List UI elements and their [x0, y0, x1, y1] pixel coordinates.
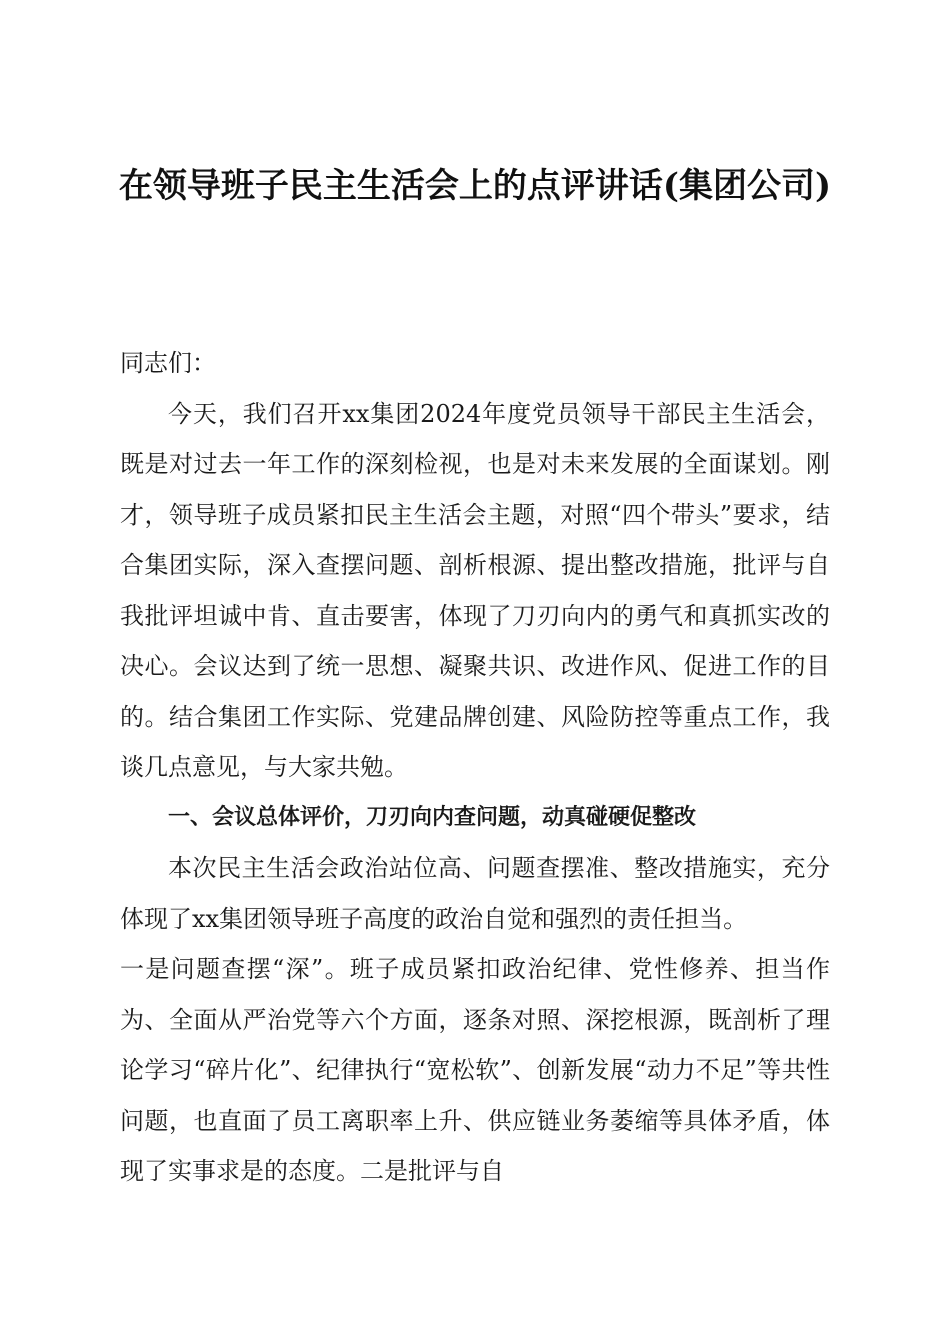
section-paragraph-continued: 一是问题查摆“深”。班子成员紧扣政治纪律、党性修养、担当作为、全面从严治党等六个方面，逐条对照、深挖根源，既剖析了理论学习“碎片化”、纪律执行“宽松软”、创新发展“动力不足”等共性问题，也直面了员工离职率上升、供应链业务萎缩等具体矛盾，体现了实事求是的态度。二是批评与自: [120, 955, 830, 1185]
document-body: [120, 338, 830, 1197]
salutation: 同志们：: [120, 349, 216, 377]
section-heading: 一、会议总体评价，刀刃向内查问题，动真碰硬促整改: [168, 804, 697, 830]
section-paragraph: 本次民主生活会政治站位高、问题查摆准、整改措施实，充分体现了xx集团领导班子高度的政治自觉和强烈的责任担当。: [120, 854, 830, 933]
document-title: 在领导班子民主生活会上的点评讲话(集团公司): [118, 166, 832, 206]
intro-paragraph: 今天，我们召开xx集团2024年度党员领导干部民主生活会，既是对过去一年工作的深刻检视，也是对未来发展的全面谋划。刚才，领导班子成员紧扣民主生活会主题，对照“四个带头”要求，结合集团实际，深入查摆问题、剖析根源、提出整改措施，批评与自我批评坦诚中肯、直击要害，体现了刀刃向内的勇气和真抓实改的决心。会议达到了统一思想、凝聚共识、改进作风、促进工作的目的。结合集团工作实际、党建品牌创建、风险防控等重点工作，我谈几点意见，与大家共勉。: [120, 399, 830, 781]
